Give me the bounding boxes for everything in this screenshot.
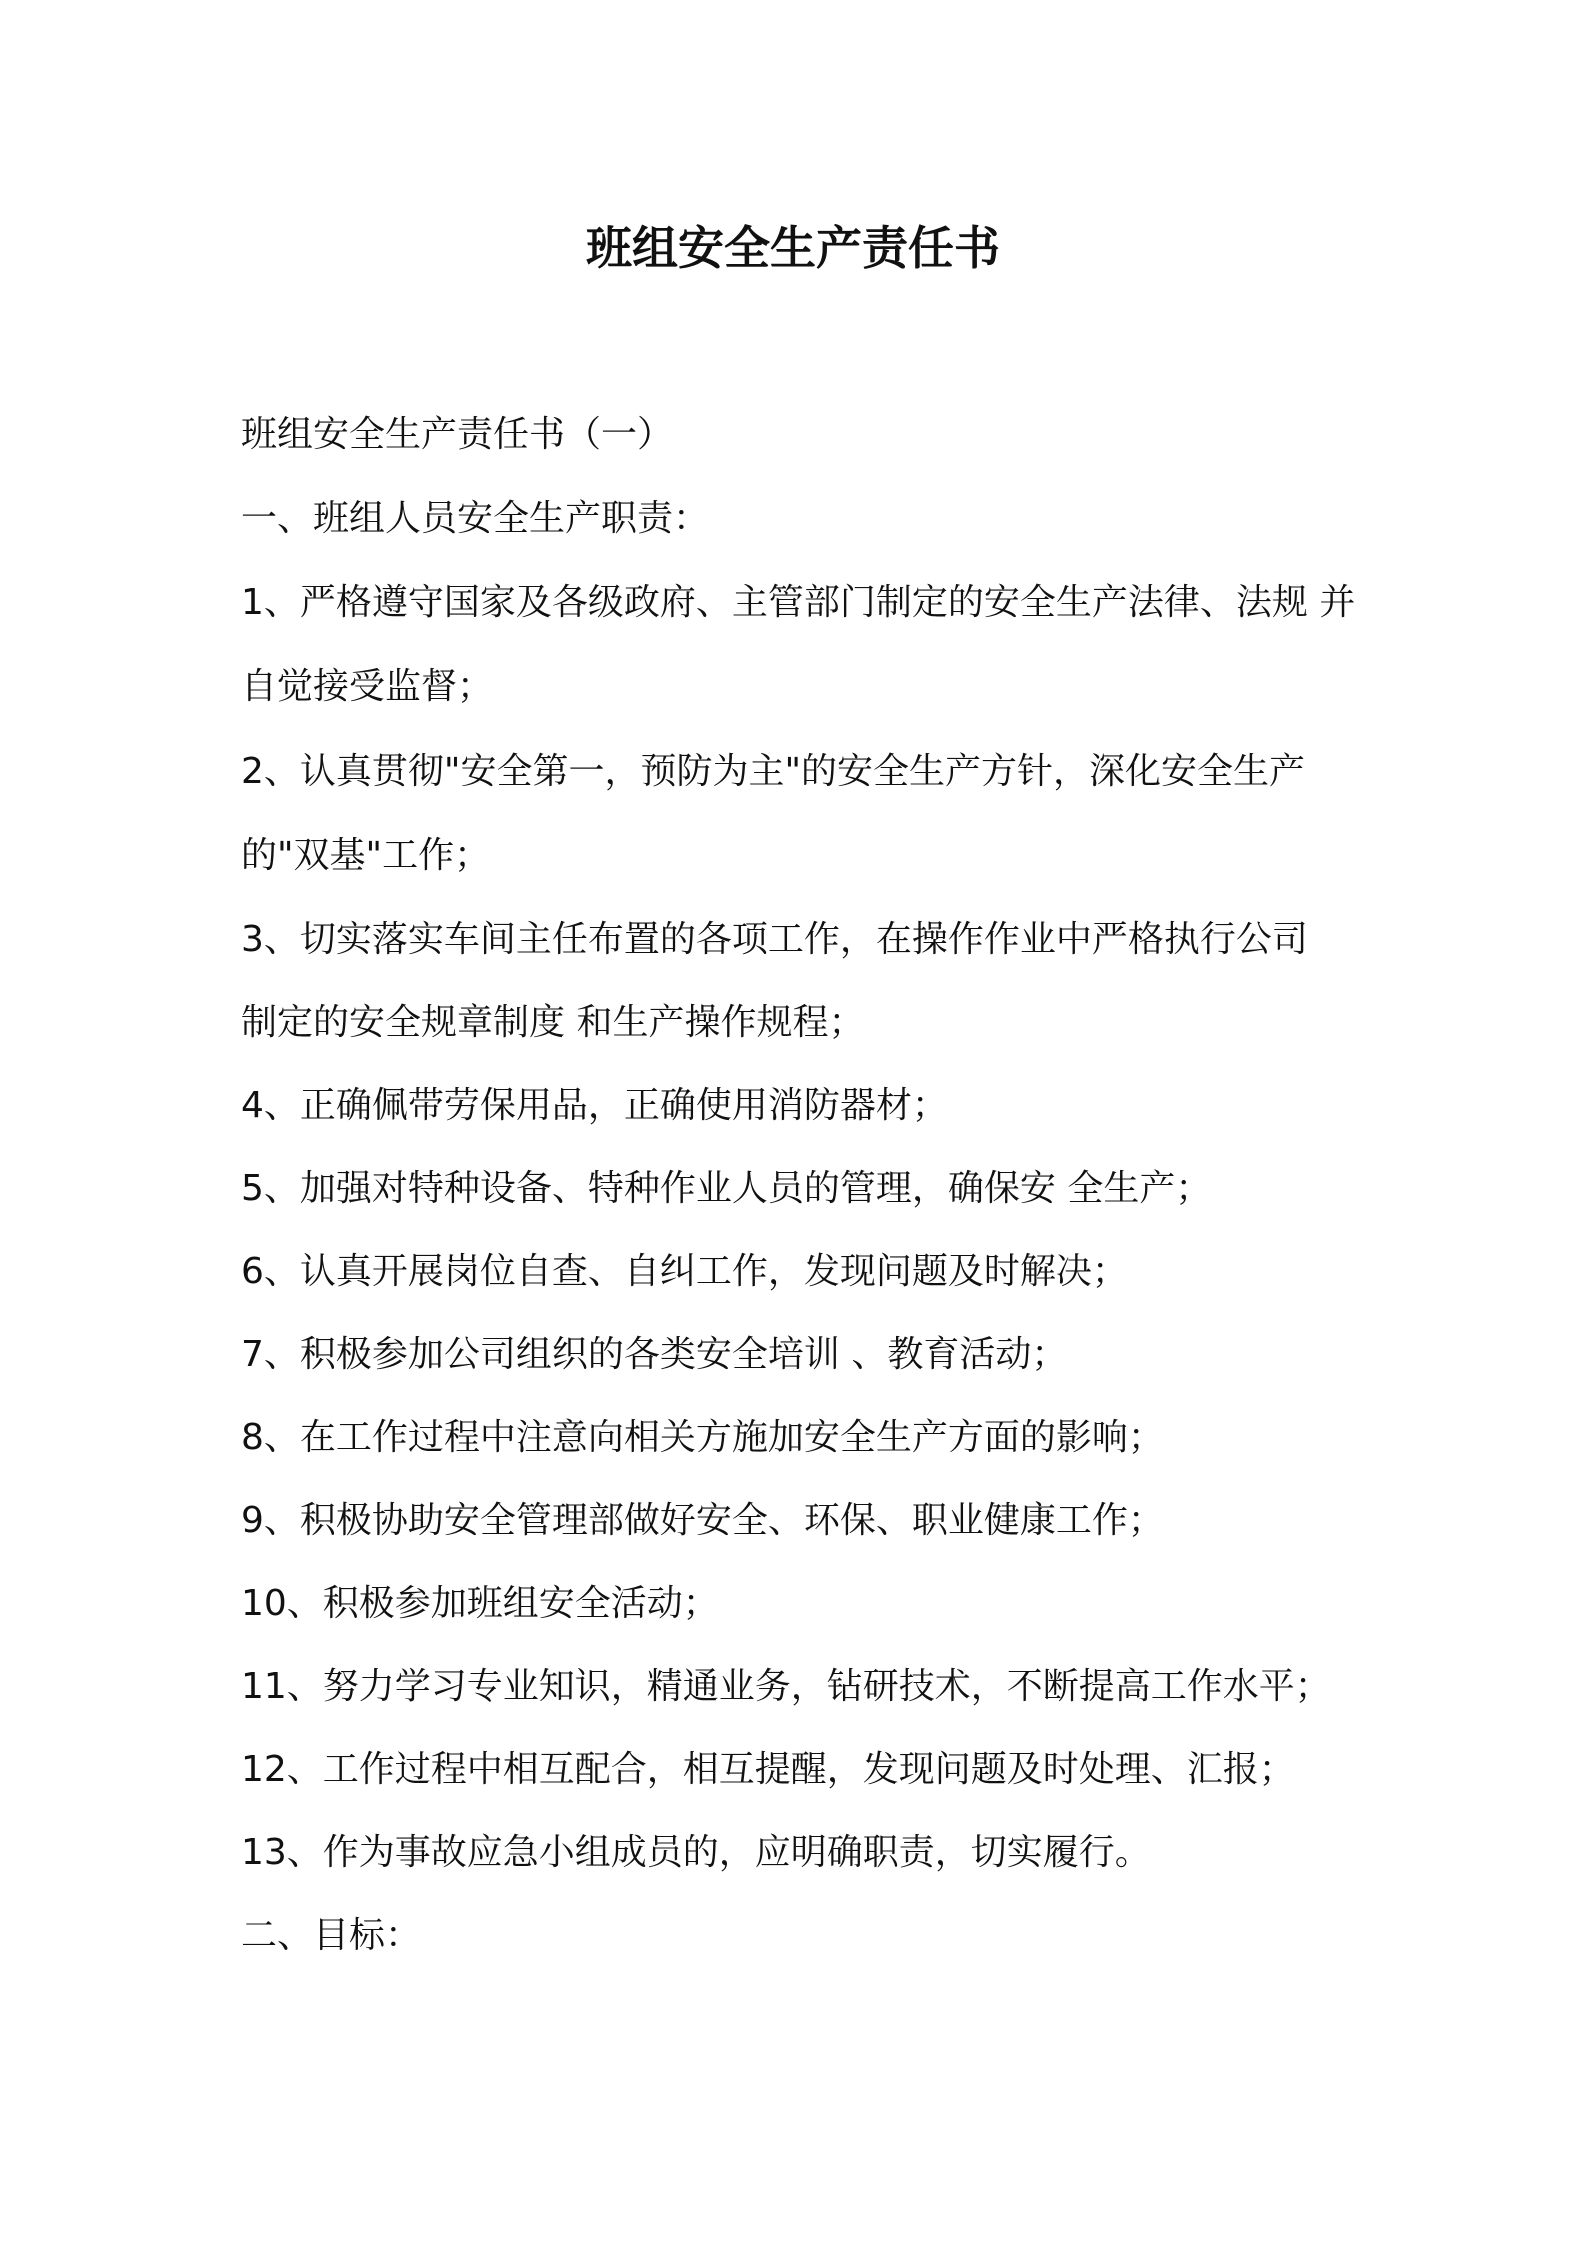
paragraph-line: 12、工作过程中相互配合，相互提醒，发现问题及时处理、汇报； (241, 1749, 1295, 1790)
paragraph-line: 5、加强对特种设备、特种作业人员的管理，确保安 全生产； (241, 1168, 1212, 1209)
paragraph-line: 13、作为事故应急小组成员的，应明确职责，切实履行。 (241, 1832, 1151, 1873)
subheading-duties: 一、班组人员安全生产职责： (241, 498, 710, 539)
paragraph-line: 8、在工作过程中注意向相关方施加安全生产方面的影响； (241, 1417, 1164, 1458)
document-title: 班组安全生产责任书 (586, 221, 1000, 275)
section-heading-1: 班组安全生产责任书（一） (241, 414, 674, 455)
paragraph-line: 4、正确佩带劳保用品，正确使用消防器材； (241, 1085, 948, 1126)
paragraph-line: 的"双基"工作； (241, 835, 491, 876)
paragraph-line: 制定的安全规章制度 和生产操作规程； (241, 1002, 865, 1043)
paragraph-line: 10、积极参加班组安全活动； (241, 1583, 719, 1624)
paragraph-line: 7、积极参加公司组织的各类安全培训 、教育活动； (241, 1334, 1068, 1375)
subheading-goals: 二、目标： (241, 1915, 422, 1956)
paragraph-line: 11、努力学习专业知识，精通业务，钻研技术，不断提高工作水平； (241, 1666, 1331, 1707)
paragraph-line: 自觉接受监督； (241, 666, 494, 707)
paragraph-line: 6、认真开展岗位自查、自纠工作，发现问题及时解决； (241, 1251, 1128, 1292)
paragraph-line: 9、积极协助安全管理部做好安全、环保、职业健康工作； (241, 1500, 1164, 1541)
paragraph-line: 2、认真贯彻"安全第一，预防为主"的安全生产方针，深化安全生产 (241, 751, 1306, 792)
paragraph-line: 1、严格遵守国家及各级政府、主管部门制定的安全生产法律、法规 并 (241, 582, 1356, 623)
paragraph-line: 3、切实落实车间主任布置的各项工作，在操作作业中严格执行公司 (241, 919, 1308, 960)
